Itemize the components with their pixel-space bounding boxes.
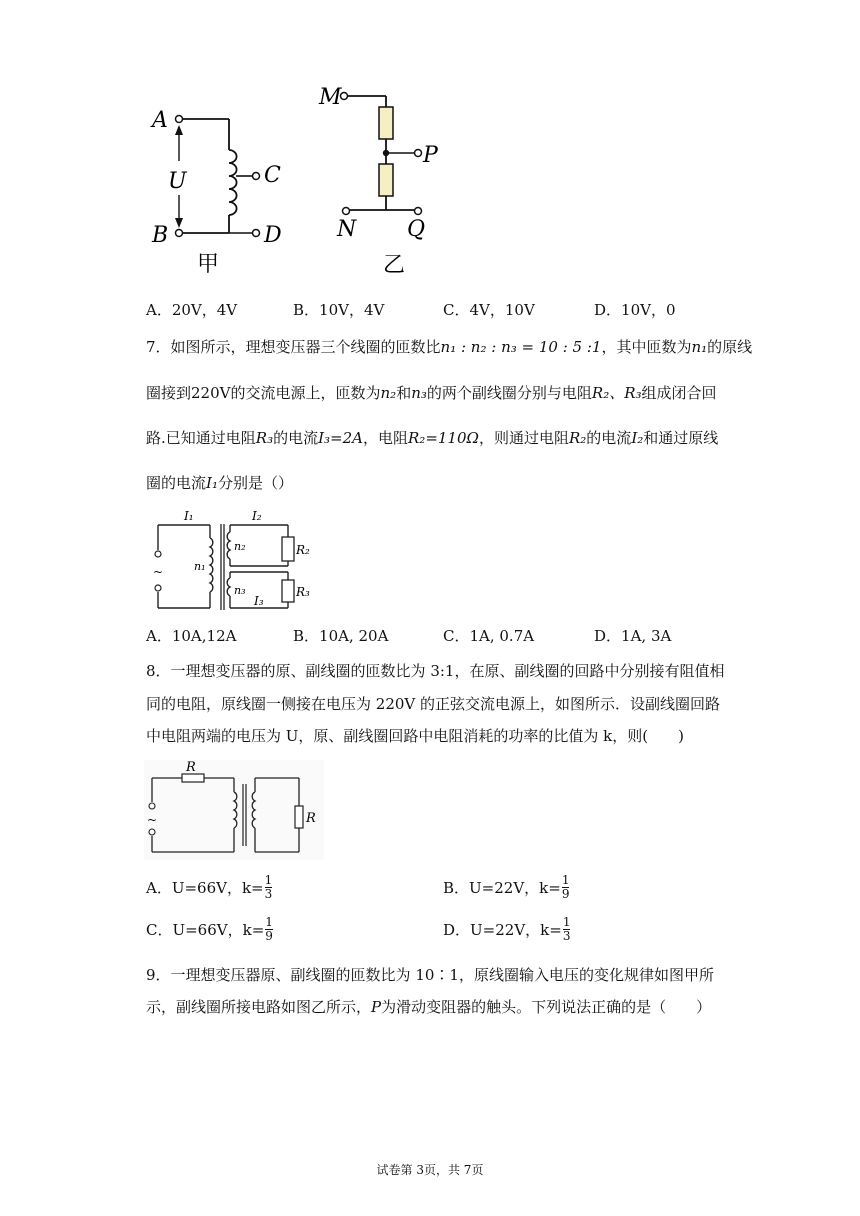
label-A: A <box>152 108 168 133</box>
label-B: B <box>152 223 169 248</box>
svg-text:R: R <box>306 811 316 826</box>
label-Q: Q <box>407 217 426 242</box>
q7-option-b[interactable]: B．10A, 20A <box>293 627 389 645</box>
q7-line-2: 圈接到220V的交流电源上，匝数为n₂和n₃的两个副线圈分别与电阻R₂、R₃组成闭合回 <box>146 384 717 402</box>
q7-option-c[interactable]: C．1A, 0.7A <box>443 627 535 645</box>
label-U: U <box>168 169 187 194</box>
label-P: P <box>423 143 438 168</box>
q7-line-3: 路.已知通过电阻R₃的电流I₃=2A，电阻R₂=110Ω，则通过电阻R₂的电流I₂和通过原线 <box>146 429 719 447</box>
q6-option-c[interactable]: C．4V，10V <box>443 301 535 319</box>
q8-line-2: 同的电阻，原线圈一侧接在电压为 220V 的正弦交流电源上，如图所示．设副线圈回路 <box>146 695 721 713</box>
q8-circuit-figure <box>144 760 324 860</box>
fraction: $\frac{1}{3}$ <box>264 873 273 901</box>
q7-circuit-figure <box>148 508 313 614</box>
svg-text:I₂: I₂ <box>252 509 262 523</box>
q8-option-d[interactable]: D．U=22V，k= $\frac{1}{3}$ <box>443 915 571 943</box>
q9-line-2: 示，副线圈所接电路如图乙所示，P为滑动变阻器的触头。下列说法正确的是（ ） <box>146 998 712 1016</box>
svg-text:~: ~ <box>147 813 158 827</box>
q7-option-d[interactable]: D．1A, 3A <box>594 627 672 645</box>
caption-jia: 甲 <box>197 252 220 277</box>
label-M: M <box>319 85 342 110</box>
q8-option-a[interactable]: A．U=66V，k= $\frac{1}{3}$ <box>146 873 273 901</box>
q8-line-1: 8．一理想变压器的原、副线圈的匝数比为 3:1，在原、副线圈的回路中分别接有阻值相 <box>146 662 725 680</box>
label-N: N <box>337 217 357 242</box>
q7-line-4: 圈的电流I₁分别是（） <box>146 474 293 492</box>
svg-text:~: ~ <box>153 565 164 579</box>
q7-option-a[interactable]: A．10A,12A <box>146 627 237 645</box>
svg-text:R: R <box>186 760 196 775</box>
q8-option-b[interactable]: B．U=22V，k= $\frac{1}{9}$ <box>443 873 570 901</box>
q8-option-c[interactable]: C．U=66V，k= $\frac{1}{9}$ <box>146 915 273 943</box>
q6-option-a[interactable]: A．20V，4V <box>146 301 238 319</box>
svg-text:n₁: n₁ <box>194 560 206 573</box>
diagram-yi <box>315 80 455 280</box>
caption-yi: 乙 <box>383 253 406 278</box>
q6-option-b[interactable]: B．10V，4V <box>293 301 385 319</box>
fraction: $\frac{1}{3}$ <box>562 915 571 943</box>
q6-option-d[interactable]: D．10V，0 <box>594 301 676 319</box>
svg-text:n₃: n₃ <box>234 584 246 597</box>
page-footer: 试卷第 3页，共 7页 <box>376 1163 484 1177</box>
svg-text:R₃: R₃ <box>296 585 310 599</box>
fraction: $\frac{1}{9}$ <box>265 915 273 943</box>
label-D: D <box>264 223 282 248</box>
svg-text:R₂: R₂ <box>296 543 310 557</box>
svg-text:I₃: I₃ <box>254 594 264 608</box>
q9-line-1: 9．一理想变压器原、副线圈的匝数比为 10∶1，原线圈输入电压的变化规律如图甲所 <box>146 966 714 984</box>
diagram-jia <box>150 105 300 280</box>
label-C: C <box>264 163 281 188</box>
svg-text:n₂: n₂ <box>234 540 246 553</box>
q7-line-1: 7．如图所示，理想变压器三个线圈的匝数比n₁ : n₂ : n₃ = 10 : 5 :1，其中匝数为n₁的原线 <box>146 338 753 356</box>
fraction: $\frac{1}{9}$ <box>561 873 570 901</box>
svg-text:I₁: I₁ <box>184 509 194 523</box>
q8-line-3: 中电阻两端的电压为 U，原、副线圈回路中电阻消耗的功率的比值为 k，则( ) <box>146 727 684 745</box>
